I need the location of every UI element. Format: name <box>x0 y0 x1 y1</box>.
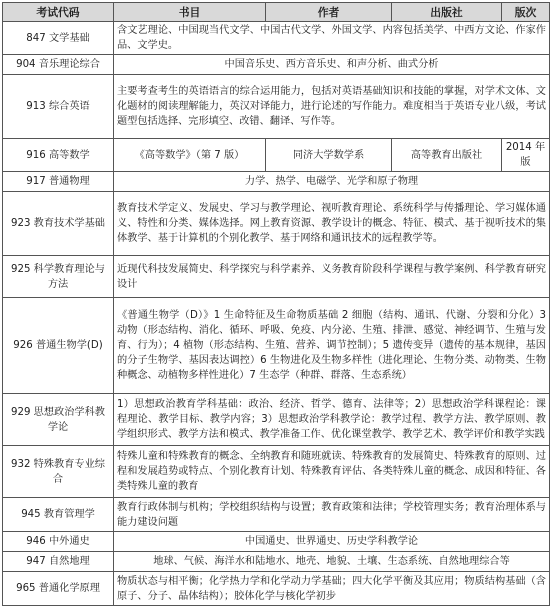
exam-code-cell: 923 教育技术学基础 <box>3 192 114 256</box>
table-row <box>3 22 550 55</box>
edition-cell: 2014 年版 <box>502 139 550 172</box>
exam-code-cell: 929 思想政治学科教学论 <box>3 394 114 446</box>
exam-code-cell: 965 普通化学原理 <box>3 572 114 606</box>
content-cell: 《普通生物学（D）》1 生命特征及生命物质基础 2 细胞（结构、通讯、代谢、分裂和分化）3 动物（形态结构、消化、循环、呼吸、免疫、内分泌、生殖、排泄、感觉、神经调节、生殖与发育、行为）；4 植物（形态结构、生殖、营养、调节控制）；5 遗传变异（遗传的基本规律，基因的分子生物学、基因表达调控）6 生物进化及生物多样性（进化理论、生物分类、动物类、生物种概念、动植物多样性进化）7 生态学（种群、群落、生态系统） <box>114 298 550 394</box>
content-cell: 特殊儿童和特殊教育的概念、全纳教育和随班就读、特殊教育的发展简史、特殊教育的原则、过程和发展趋势或特点、个别化教育计划、特殊教育评估、各类特殊儿童的概念、成因和特征、各类特殊儿童的教育 <box>114 446 550 498</box>
content-cell: 中国音乐史、西方音乐史、和声分析、曲式分析 <box>114 55 550 75</box>
content-cell: 近现代科技发展简史、科学探究与科学素养、义务教育阶段科学课程与教学案例、科学教育研究设计 <box>114 256 550 298</box>
content-cell: 中国通史、世界通史、历史学科教学论 <box>114 532 550 552</box>
exam-code-cell: 916 高等数学 <box>3 139 114 172</box>
exam-code-cell: 847 文学基础 <box>3 22 114 55</box>
publisher-cell: 高等教育出版社 <box>392 139 502 172</box>
exam-code-cell: 932 特殊教育专业综合 <box>3 446 114 498</box>
table-row <box>3 498 550 532</box>
content-cell: 地球、气候、海洋水和陆地水、地壳、地貌、土壤、生态系统、自然地理综合等 <box>114 552 550 572</box>
author-cell: 同济大学数学系 <box>266 139 392 172</box>
table-row <box>3 298 550 394</box>
exam-code-cell: 904 音乐理论综合 <box>3 55 114 75</box>
exam-code-cell: 945 教育管理学 <box>3 498 114 532</box>
content-cell: 含文艺理论、中国现当代文学、中国古代文学、外国文学、内容包括美学、中西方文论、作家作品、文学史。 <box>114 22 550 55</box>
header-publisher: 出版社 <box>392 3 502 22</box>
table-row <box>3 394 550 446</box>
header-edition: 版次 <box>502 3 550 22</box>
header-book: 书目 <box>114 3 266 22</box>
content-cell: 力学、热学、电磁学、光学和原子物理 <box>114 172 550 192</box>
exam-book-table <box>2 2 550 606</box>
header-exam-code: 考试代码 <box>3 3 114 22</box>
table-row <box>3 75 550 139</box>
exam-code-cell: 925 科学教育理论与方法 <box>3 256 114 298</box>
content-cell: 教育行政体制与机构；学校组织结构与设置；教育政策和法律；学校管理实务；教育治理体系与能力建设问题 <box>114 498 550 532</box>
table-row <box>3 532 550 552</box>
book-cell: 《高等数学》（第 7 版） <box>114 139 266 172</box>
content-cell: 主要考查考生的英语语言的综合运用能力，包括对英语基础知识和技能的掌握，对学术文体、文化题材的阅读理解能力，英汉对译能力，进行论述的写作能力。难度相当于英语专业八级，考试题型包括选择、完形填空、改错、翻译、写作等。 <box>114 75 550 139</box>
table-row <box>3 552 550 572</box>
exam-code-cell: 913 综合英语 <box>3 75 114 139</box>
table-row <box>3 139 550 172</box>
content-cell: 物质状态与相平衡；化学热力学和化学动力学基础；四大化学平衡及其应用；物质结构基础（含原子、分子、晶体结构）；胶体化学与核化学初步 <box>114 572 550 606</box>
table-row <box>3 256 550 298</box>
table-row <box>3 446 550 498</box>
table-row <box>3 55 550 75</box>
exam-code-cell: 947 自然地理 <box>3 552 114 572</box>
content-cell: 教育技术学定义、发展史、学习与教学理论、视听教育理论、系统科学与传播理论、学习媒体通义、特性和分类、媒体选择。网上教育资源、教学设计的概念、特征、模式、基于视听技术的集体教学、基于计算机的个别化教学、基于网络和通讯技术的远程教学等。 <box>114 192 550 256</box>
table-row <box>3 572 550 606</box>
header-author: 作者 <box>266 3 392 22</box>
table-row <box>3 192 550 256</box>
exam-code-cell: 926 普通生物学(D) <box>3 298 114 394</box>
header-row <box>3 3 550 22</box>
exam-code-cell: 946 中外通史 <box>3 532 114 552</box>
content-cell: 1）思想政治教育学科基础：政治、经济、哲学、德育、法律等；2）思想政治学科课程论：课程理论、教学目标、教学内容；3）思想政治学科教学论：教学过程、教学方法、教学原则、教学组织形式、教学方法和模式、教学准备工作、优化课堂教学、教学艺术、教学评价和教学实践 <box>114 394 550 446</box>
exam-code-cell: 917 普通物理 <box>3 172 114 192</box>
table-row <box>3 172 550 192</box>
